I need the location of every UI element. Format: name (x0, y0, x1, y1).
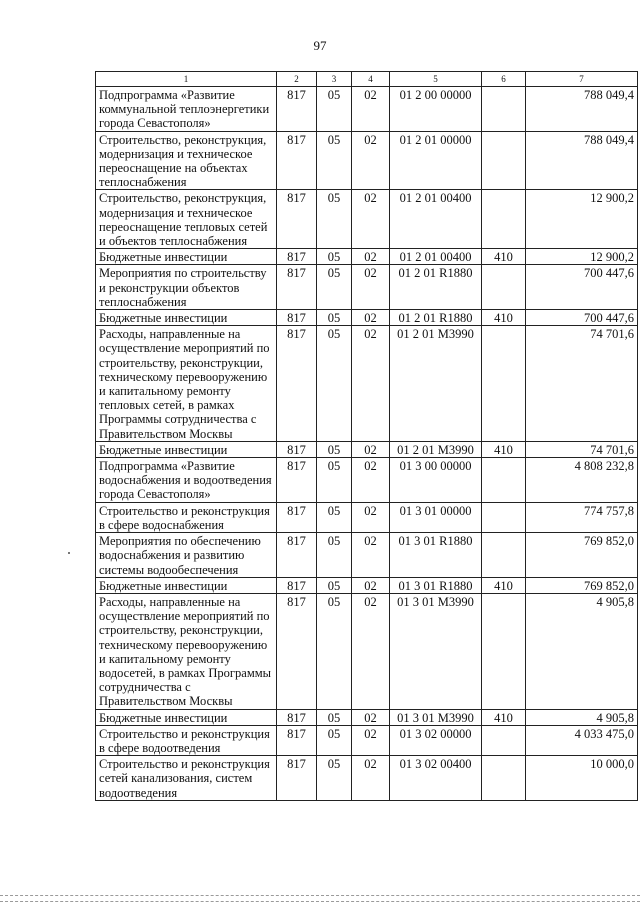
section-code-cell: 05 (317, 249, 352, 265)
expense-type-cell (482, 756, 526, 801)
item-name-cell: Мероприятия по строительству и реконструкции объектов теплоснабжения (96, 265, 277, 310)
ministry-code-cell: 817 (277, 441, 317, 457)
subsection-code-cell: 02 (352, 458, 390, 503)
subsection-code-cell: 02 (352, 593, 390, 709)
section-code-cell: 05 (317, 265, 352, 310)
table-row (96, 441, 638, 457)
subsection-code-cell: 02 (352, 87, 390, 132)
amount-cell: 788 049,4 (526, 87, 638, 132)
ministry-code-cell: 817 (277, 577, 317, 593)
ministry-code-cell: 817 (277, 249, 317, 265)
expense-type-cell (482, 326, 526, 442)
section-code-cell: 05 (317, 190, 352, 249)
expense-type-cell (482, 502, 526, 532)
expense-type-cell (482, 533, 526, 578)
section-code-cell: 05 (317, 441, 352, 457)
subsection-code-cell: 02 (352, 533, 390, 578)
expense-type-cell: 410 (482, 249, 526, 265)
footer-rule-upper (0, 895, 640, 896)
amount-cell: 788 049,4 (526, 131, 638, 190)
target-article-cell: 01 2 01 00000 (390, 131, 482, 190)
target-article-cell: 01 2 01 00400 (390, 190, 482, 249)
target-article-cell: 01 3 01 М3990 (390, 593, 482, 709)
ministry-code-cell: 817 (277, 756, 317, 801)
section-code-cell: 05 (317, 756, 352, 801)
table-header (96, 72, 638, 87)
subsection-code-cell: 02 (352, 190, 390, 249)
footer-rule-lower (0, 901, 640, 902)
target-article-cell: 01 2 01 М3990 (390, 441, 482, 457)
target-article-cell: 01 3 02 00000 (390, 725, 482, 755)
item-name-cell: Подпрограмма «Развитие водоснабжения и водоотведения города Севастополя» (96, 458, 277, 503)
section-code-cell: 05 (317, 458, 352, 503)
table-row (96, 593, 638, 709)
target-article-cell: 01 3 00 00000 (390, 458, 482, 503)
ministry-code-cell: 817 (277, 502, 317, 532)
subsection-code-cell: 02 (352, 310, 390, 326)
ministry-code-cell: 817 (277, 265, 317, 310)
item-name-cell: Бюджетные инвестиции (96, 709, 277, 725)
amount-cell: 700 447,6 (526, 265, 638, 310)
item-name-cell: Строительство, реконструкция, модернизация и техническое переоснащение тепловых сетей и объектов теплоснабжения (96, 190, 277, 249)
subsection-code-cell: 02 (352, 502, 390, 532)
target-article-cell: 01 2 01 00400 (390, 249, 482, 265)
header-col-6: 6 (482, 72, 526, 87)
expense-type-cell: 410 (482, 441, 526, 457)
subsection-code-cell: 02 (352, 441, 390, 457)
amount-cell: 4 905,8 (526, 593, 638, 709)
expense-type-cell (482, 458, 526, 503)
item-name-cell: Строительство, реконструкция, модернизация и техническое переоснащение на объектах теплоснабжения (96, 131, 277, 190)
amount-cell: 700 447,6 (526, 310, 638, 326)
item-name-cell: Расходы, направленные на осуществление мероприятий по строительству, реконструкции, техническому перевооружению и капитальному ремонту тепловых сетей, в рамках Программы сотрудничества с Правительством Москвы (96, 326, 277, 442)
ministry-code-cell: 817 (277, 310, 317, 326)
subsection-code-cell: 02 (352, 577, 390, 593)
table-row (96, 190, 638, 249)
item-name-cell: Бюджетные инвестиции (96, 310, 277, 326)
table-row (96, 326, 638, 442)
table-row (96, 709, 638, 725)
subsection-code-cell: 02 (352, 756, 390, 801)
section-code-cell: 05 (317, 131, 352, 190)
table-row (96, 458, 638, 503)
table-row (96, 502, 638, 532)
ministry-code-cell: 817 (277, 533, 317, 578)
target-article-cell: 01 2 01 R1880 (390, 265, 482, 310)
amount-cell: 774 757,8 (526, 502, 638, 532)
header-col-4: 4 (352, 72, 390, 87)
ministry-code-cell: 817 (277, 458, 317, 503)
header-col-1: 1 (96, 72, 277, 87)
table-row (96, 131, 638, 190)
amount-cell: 74 701,6 (526, 441, 638, 457)
expense-type-cell: 410 (482, 709, 526, 725)
page-number: 97 (313, 38, 327, 53)
table-body (96, 87, 638, 801)
item-name-cell: Строительство и реконструкция сетей канализования, систем водоотведения (96, 756, 277, 801)
target-article-cell: 01 3 01 М3990 (390, 709, 482, 725)
target-article-cell: 01 2 01 М3990 (390, 326, 482, 442)
section-code-cell: 05 (317, 725, 352, 755)
table-row (96, 756, 638, 801)
item-name-cell: Подпрограмма «Развитие коммунальной теплоэнергетики города Севастополя» (96, 87, 277, 132)
item-name-cell: Строительство и реконструкция в сфере водоснабжения (96, 502, 277, 532)
ministry-code-cell: 817 (277, 709, 317, 725)
subsection-code-cell: 02 (352, 709, 390, 725)
expense-type-cell (482, 87, 526, 132)
amount-cell: 74 701,6 (526, 326, 638, 442)
target-article-cell: 01 3 01 00000 (390, 502, 482, 532)
table-row (96, 577, 638, 593)
item-name-cell: Мероприятия по обеспечению водоснабжения и развитию системы водообеспечения (96, 533, 277, 578)
expense-type-cell: 410 (482, 310, 526, 326)
amount-cell: 769 852,0 (526, 533, 638, 578)
section-code-cell: 05 (317, 87, 352, 132)
budget-table (95, 71, 638, 801)
ministry-code-cell: 817 (277, 725, 317, 755)
amount-cell: 4 033 475,0 (526, 725, 638, 755)
section-code-cell: 05 (317, 326, 352, 442)
amount-cell: 4 808 232,8 (526, 458, 638, 503)
table-row (96, 249, 638, 265)
ministry-code-cell: 817 (277, 593, 317, 709)
section-code-cell: 05 (317, 310, 352, 326)
target-article-cell: 01 2 00 00000 (390, 87, 482, 132)
target-article-cell: 01 3 01 R1880 (390, 533, 482, 578)
subsection-code-cell: 02 (352, 725, 390, 755)
target-article-cell: 01 3 02 00400 (390, 756, 482, 801)
table-row (96, 310, 638, 326)
target-article-cell: 01 3 01 R1880 (390, 577, 482, 593)
expense-type-cell (482, 725, 526, 755)
amount-cell: 12 900,2 (526, 190, 638, 249)
expense-type-cell: 410 (482, 577, 526, 593)
section-code-cell: 05 (317, 577, 352, 593)
section-code-cell: 05 (317, 502, 352, 532)
ministry-code-cell: 817 (277, 131, 317, 190)
item-name-cell: Расходы, направленные на осуществление мероприятий по строительству, реконструкции, техническому перевооружению и капитальному ремонту водосетей, в рамках Программы сотрудничества с Правительством Москвы (96, 593, 277, 709)
item-name-cell: Строительство и реконструкция в сфере водоотведения (96, 725, 277, 755)
amount-cell: 4 905,8 (526, 709, 638, 725)
expense-type-cell (482, 265, 526, 310)
section-code-cell: 05 (317, 533, 352, 578)
section-code-cell: 05 (317, 709, 352, 725)
header-col-7: 7 (526, 72, 638, 87)
header-col-2: 2 (277, 72, 317, 87)
section-code-cell: 05 (317, 593, 352, 709)
amount-cell: 12 900,2 (526, 249, 638, 265)
amount-cell: 769 852,0 (526, 577, 638, 593)
header-col-3: 3 (317, 72, 352, 87)
table-row (96, 725, 638, 755)
subsection-code-cell: 02 (352, 265, 390, 310)
header-row (96, 72, 638, 87)
table-row (96, 87, 638, 132)
subsection-code-cell: 02 (352, 249, 390, 265)
table-row (96, 265, 638, 310)
expense-type-cell (482, 131, 526, 190)
item-name-cell: Бюджетные инвестиции (96, 577, 277, 593)
amount-cell: 10 000,0 (526, 756, 638, 801)
margin-mark (68, 552, 70, 554)
subsection-code-cell: 02 (352, 131, 390, 190)
ministry-code-cell: 817 (277, 87, 317, 132)
table-row (96, 533, 638, 578)
expense-type-cell (482, 190, 526, 249)
item-name-cell: Бюджетные инвестиции (96, 441, 277, 457)
header-col-5: 5 (390, 72, 482, 87)
item-name-cell: Бюджетные инвестиции (96, 249, 277, 265)
subsection-code-cell: 02 (352, 326, 390, 442)
expense-type-cell (482, 593, 526, 709)
ministry-code-cell: 817 (277, 326, 317, 442)
ministry-code-cell: 817 (277, 190, 317, 249)
target-article-cell: 01 2 01 R1880 (390, 310, 482, 326)
